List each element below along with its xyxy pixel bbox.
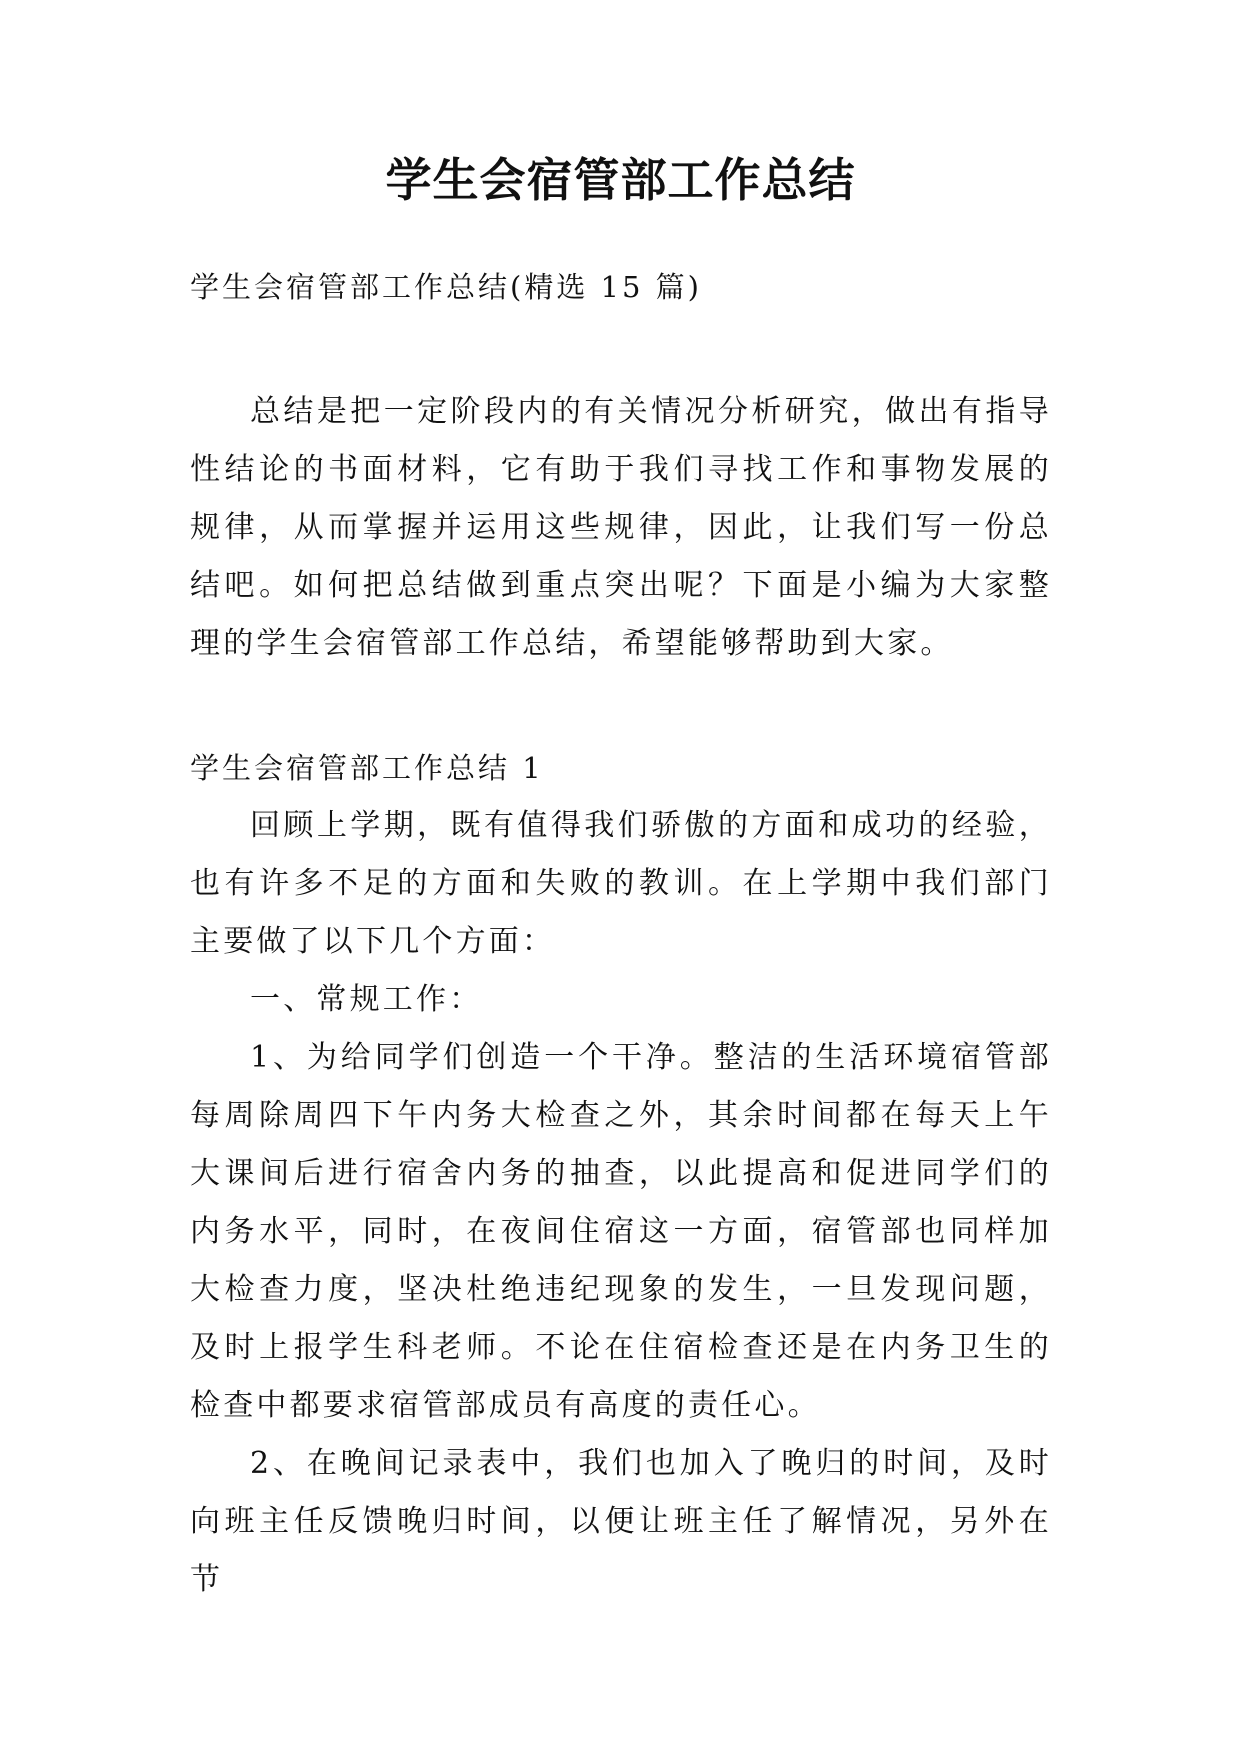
section-subheading: 一、常规工作： (250, 982, 483, 1017)
intro-paragraph: 总结是把一定阶段内的有关情况分析研究，做出有指导性结论的书面材料，它有助于我们寻找工作和事物发展的规律，从而掌握并运用这些规律，因此，让我们写一份总结吧。如何把总结做到重点突出呢？下面是小编为大家整理的学生会宿管部工作总结，希望能够帮助到大家。 (190, 394, 1052, 661)
section-heading: 学生会宿管部工作总结 1 (190, 751, 544, 785)
body-paragraph: 回顾上学期，既有值得我们骄傲的方面和成功的经验，也有许多不足的方面和失败的教训。在上学期中我们部门主要做了以下几个方面： (190, 808, 1052, 959)
spacer (190, 673, 1052, 739)
document-title: 学生会宿管部工作总结 (385, 153, 856, 207)
document-body (190, 258, 1052, 1609)
body-paragraph: 1、为给同学们创造一个干净。整洁的生活环境宿管部每周除周四下午内务大检查之外，其余时间都在每天上午大课间后进行宿舍内务的抽查，以此提高和促进同学们的内务水平，同时，在夜间住宿这一方面，宿管部也同样加大检查力度，坚决杜绝违纪现象的发生，一旦发现问题，及时上报学生科老师。不论在住宿检查还是在内务卫生的检查中都要求宿管部成员有高度的责任心。 (190, 1040, 1052, 1423)
body-paragraph: 2、在晚间记录表中，我们也加入了晚归的时间，及时向班主任反馈晚归时间，以便让班主任了解情况，另外在节 (190, 1446, 1052, 1597)
document-subtitle: 学生会宿管部工作总结(精选 15 篇) (190, 270, 702, 304)
spacer (190, 316, 1052, 383)
